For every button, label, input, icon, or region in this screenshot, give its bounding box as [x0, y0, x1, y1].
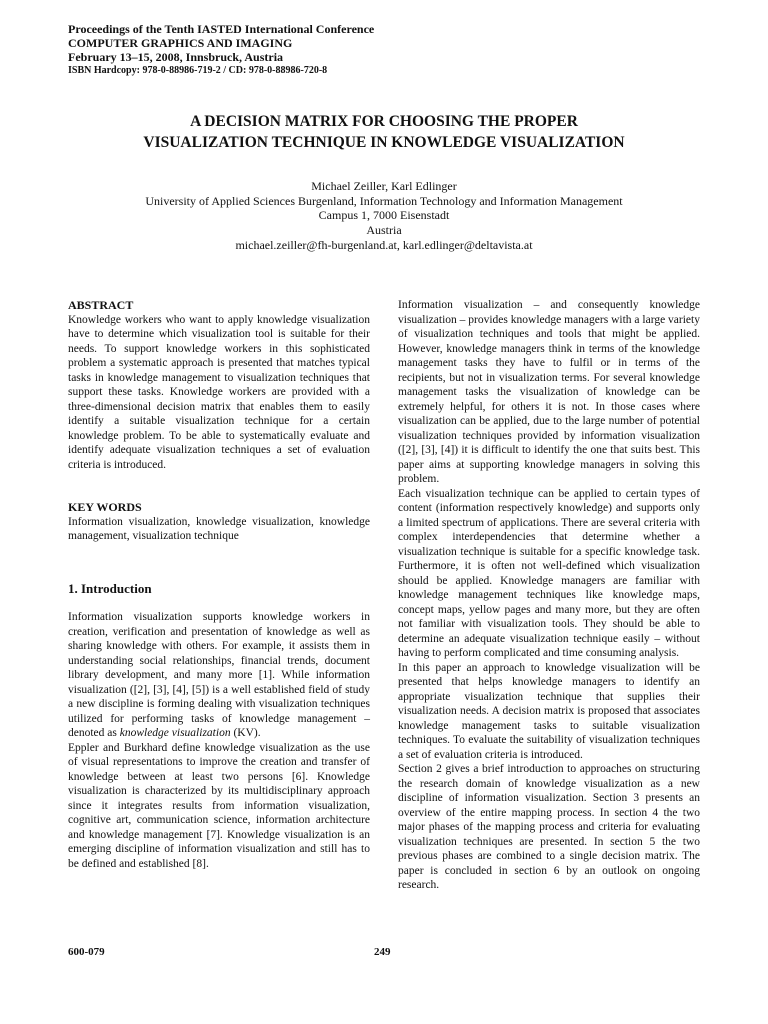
right-paragraph-1: Information visualization – and consequently knowledge visualization – provides knowledge managers with a large variety of visualization techniques and tools that might be applied. However, knowledge managers think in terms of the knowledge management tasks they have to fulfil or in terms of the recipients, but not in visualization terms. For several knowledge management tasks the visualization of knowledge can be extremely helpful, for others it is not. In those cases where visualization can be applied, due to the large number of potential visualization techniques provided by information visualization ([2], [3], [4]) it is difficult to identify the one that suits best. This paper aims at supporting knowledge managers in solving this problem.	[398, 299, 700, 485]
paper-title	[60, 111, 708, 153]
author-country: Austria	[366, 223, 402, 238]
abstract-heading: ABSTRACT	[68, 298, 134, 312]
keywords-section	[68, 500, 370, 544]
keywords-heading: KEY WORDS	[68, 500, 142, 514]
abstract-text: Knowledge workers who want to apply knowledge visualization have to determine which visualization tool is suitable for their needs. To support knowledge workers in this sophisticated problem a systematic approach is presented that matches typical tasks in knowledge management to visualization techniques that support these tasks. Knowledge workers are provided with a three-dimensional decision matrix that enables them to easily identify a suitable visualization technique for a certain knowledge problem. To be able to systematically evaluate and identify adequate visualization techniques a set of evaluation criteria is introduced.	[68, 313, 370, 471]
right-column-body	[398, 298, 700, 893]
right-paragraph-3: In this paper an approach to knowledge visualization will be presented that helps knowledge managers to identify an appropriate visualization technique that supplies their visualization needs. A decision matrix is proposed that associates knowledge management tasks to suitable visualization techniques. To evaluate the suitability of visualization techniques a set of evaluation criteria is introduced.	[398, 661, 700, 761]
introduction-body	[68, 610, 370, 871]
keywords-text: Information visualization, knowledge visualization, knowledge management, visualization technique	[68, 515, 370, 542]
intro-paragraph-1	[68, 610, 370, 741]
paper-id: 600-079	[68, 946, 105, 958]
author-names: Michael Zeiller, Karl Edlinger	[311, 179, 457, 193]
author-affiliation: University of Applied Sciences Burgenland, Information Technology and Information Management	[145, 193, 623, 208]
page-number: 249	[374, 946, 391, 958]
right-paragraph-2: Each visualization technique can be applied to certain types of content (information respectively knowledge) and supports only a limited spectrum of applications. There are several criteria with complex interdependencies that determine whether a visualization technique is suitable for a specific knowledge task. Furthermore, it is often not well-defined which visualization should be applied. Knowledge managers are familiar with knowledge management techniques like knowledge maps, concept maps, yellow pages and many more, but they are often not familiar with visualization tools. They should be able to determine an adequate visualization technique easily – without having to perform complicated and time consuming analysis.	[398, 487, 700, 659]
title-line-1: A DECISION MATRIX FOR CHOOSING THE PROPER	[190, 113, 578, 130]
right-paragraph-4: Section 2 gives a brief introduction to approaches on structuring the research domain of knowledge visualization as a new discipline of information visualization. Section 3 presents an overview of the entire mapping process. In section 4 the two major phases of the mapping process and criteria for evaluating visualization techniques are presented. In section 5 the two previous phases are combined to a single decision matrix. The paper is concluded in section 6 by an outlook on ongoing research.	[398, 763, 700, 891]
conference-date-location: February 13–15, 2008, Innsbruck, Austria	[68, 50, 284, 64]
abstract-section	[68, 298, 370, 472]
proceedings-line: Proceedings of the Tenth IASTED International Conference	[68, 22, 375, 36]
conference-name: COMPUTER GRAPHICS AND IMAGING	[68, 36, 293, 50]
author-block	[60, 179, 708, 253]
title-line-2: VISUALIZATION TECHNIQUE IN KNOWLEDGE VISUALIZATION	[143, 134, 625, 151]
intro-paragraph-2: Eppler and Burkhard define knowledge visualization as the use of visual representations to improve the creation and transfer of knowledge between at least two persons [6]. Knowledge visualization is characterized by its multidisciplinary approach since it integrates results from information visualization, cognitive art, communication science, information architecture and knowledge management [7]. Knowledge visualization is an emerging discipline of information visualization and still has to be defined and established [8].	[68, 741, 370, 870]
intro-p1-abbrev: (KV).	[230, 727, 261, 739]
intro-p1-italic-term: knowledge visualization	[119, 727, 231, 739]
introduction-heading: 1. Introduction	[68, 581, 152, 596]
author-emails: michael.zeiller@fh-burgenland.at, karl.edlinger@deltavista.at	[235, 237, 533, 252]
intro-p1-text: Information visualization supports knowledge workers in creation, verification and presentation of knowledge as well as sharing knowledge with others. For example, it assists them in understanding social relationships, financial trends, document library development, and many more [1]. While information visualization ([2], [3], [4], [5]) is a well established field of study a new discipline is forming dealing with visualization techniques utilized for performing tasks of knowledge management – denoted as	[68, 611, 370, 739]
author-address: Campus 1, 7000 Eisenstadt	[318, 208, 450, 223]
isbn-line: ISBN Hardcopy: 978-0-88986-719-2 / CD: 978-0-88986-720-8	[68, 65, 328, 76]
